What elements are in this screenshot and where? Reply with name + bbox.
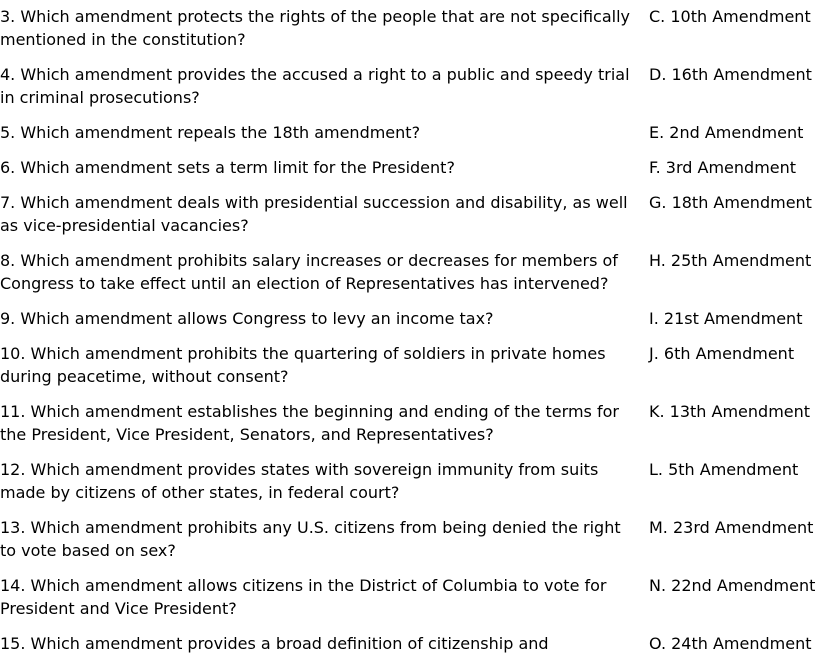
question-row-7 (0, 191, 816, 249)
question-row-4 (0, 63, 816, 121)
question-text: 9. Which amendment allows Congress to levy an income tax? (0, 309, 494, 328)
question-text: 6. Which amendment sets a term limit for the President? (0, 158, 455, 177)
question-text: 4. Which amendment provides the accused a right to a public and speedy trial in criminal prosecutions? (0, 65, 630, 107)
answer-option: D. 16th Amendment (649, 65, 812, 84)
question-row-14 (0, 574, 816, 632)
answer-option: L. 5th Amendment (649, 460, 799, 479)
question-text: 10. Which amendment prohibits the quartering of soldiers in private homes during peacetime, without consent? (0, 344, 606, 386)
answer-option: E. 2nd Amendment (649, 123, 804, 142)
answer-option: C. 10th Amendment (649, 7, 811, 26)
question-text: 12. Which amendment provides states with sovereign immunity from suits made by citizens of other states, in federal court? (0, 460, 599, 502)
answer-option: F. 3rd Amendment (649, 158, 797, 177)
answer-option: I. 21st Amendment (649, 309, 803, 328)
question-row-11 (0, 400, 816, 458)
answer-option: M. 23rd Amendment (649, 518, 814, 537)
question-row-13 (0, 516, 816, 574)
question-text: 3. Which amendment protects the rights of the people that are not specifically mentioned in the constitution? (0, 7, 630, 49)
question-text: 7. Which amendment deals with presidential succession and disability, as well as vice-presidential vacancies? (0, 193, 628, 235)
question-row-10 (0, 342, 816, 400)
answer-option: G. 18th Amendment (649, 193, 812, 212)
question-text: 14. Which amendment allows citizens in the District of Columbia to vote for President and Vice President? (0, 576, 607, 618)
question-text: 8. Which amendment prohibits salary increases or decreases for members of Congress to take effect until an election of Representatives has intervened? (0, 251, 618, 293)
answer-option: H. 25th Amendment (649, 251, 812, 270)
answer-option: N. 22nd Amendment (649, 576, 816, 595)
question-row-3 (0, 5, 816, 63)
question-row-5 (0, 121, 816, 156)
answer-option: K. 13th Amendment (649, 402, 811, 421)
question-row-12 (0, 458, 816, 516)
answer-option: J. 6th Amendment (649, 344, 795, 363)
question-row-8 (0, 249, 816, 307)
question-text: 15. Which amendment provides a broad definition of citizenship and (0, 634, 549, 653)
question-row-6 (0, 156, 816, 191)
question-text: 13. Which amendment prohibits any U.S. citizens from being denied the right to vote based on sex? (0, 518, 621, 560)
question-row-15 (0, 632, 816, 667)
matching-worksheet (0, 5, 816, 667)
question-row-9 (0, 307, 816, 342)
question-text: 11. Which amendment establishes the beginning and ending of the terms for the President, Vice President, Senators, and Representatives? (0, 402, 619, 444)
question-text: 5. Which amendment repeals the 18th amendment? (0, 123, 421, 142)
answer-option: O. 24th Amendment (649, 634, 812, 653)
